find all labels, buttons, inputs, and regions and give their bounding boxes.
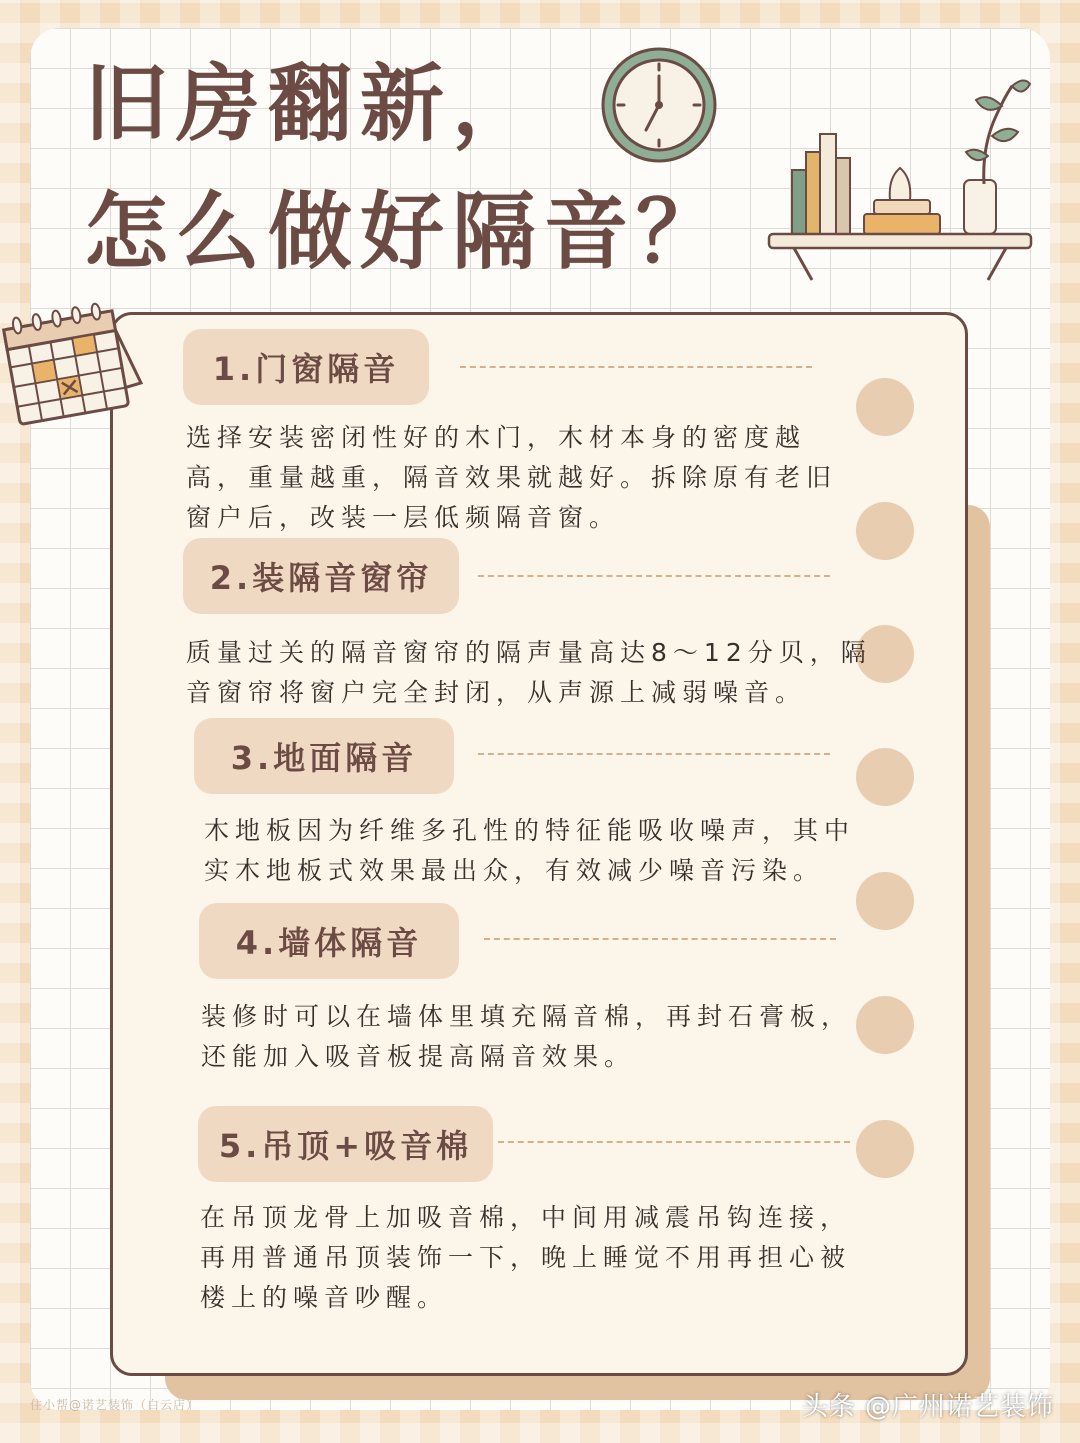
section-text-1 [186,418,837,538]
section-label-3: 3.地面隔音 [194,718,454,794]
decor-dot [856,996,914,1054]
watermark-right: 头条 @广州诺艺装饰 [801,1392,1054,1422]
plant-icon [962,76,1034,184]
section-label-2: 2.装隔音窗帘 [183,538,459,614]
decor-dot [856,748,914,806]
section-label-5: 5.吊顶+吸音棉 [198,1106,493,1182]
text-line: 楼上的噪音吵醒。 [200,1283,449,1312]
decor-dot [856,872,914,930]
section-text-5 [200,1198,851,1318]
section-divider [484,938,836,940]
text-line: 还能加入吸音板提高隔音效果。 [201,1042,636,1071]
page-title-line-1: 旧房翻新， [84,55,545,153]
section-label-1: 1.门窗隔音 [183,329,429,405]
page-title-line-2: 怎么做好隔音？ [84,183,729,281]
section-divider [498,1141,850,1143]
text-line: 再用普通吊顶装饰一下，晚上睡觉不用再担心被 [200,1243,852,1272]
section-divider [460,366,812,368]
text-line: 选择安装密闭性好的木门，木材本身的密度越 [186,423,807,452]
clock-icon [598,44,720,166]
decor-dot [856,378,914,436]
text-line: 实木地板式效果最出众，有效减少噪音污染。 [204,856,825,885]
decor-dot [856,1120,914,1178]
section-text-2 [186,633,872,713]
text-line: 高，重量越重，隔音效果就越好。拆除原有老旧 [186,463,838,492]
section-divider [478,753,830,755]
section-text-4 [201,997,852,1077]
calendar-icon [0,290,150,430]
text-line: 质量过关的隔音窗帘的隔声量高达8～12分贝，隔 [186,638,872,667]
text-line: 音窗帘将窗户完全封闭，从声源上减弱噪音。 [186,678,807,707]
watermark-left: 住小帮@诺艺装饰（白云店） [30,1398,200,1412]
section-divider [478,575,830,577]
text-line: 在吊顶龙骨上加吸音棉，中间用减震吊钩连接， [200,1203,852,1232]
section-text-3 [204,811,855,891]
text-line: 木地板因为纤维多孔性的特征能吸收噪声，其中 [204,816,856,845]
text-line: 装修时可以在墙体里填充隔音棉，再封石膏板， [201,1002,853,1031]
section-label-4: 4.墙体隔音 [199,903,459,979]
decor-dot [856,502,914,560]
text-line: 窗户后，改装一层低频隔音窗。 [186,503,621,532]
